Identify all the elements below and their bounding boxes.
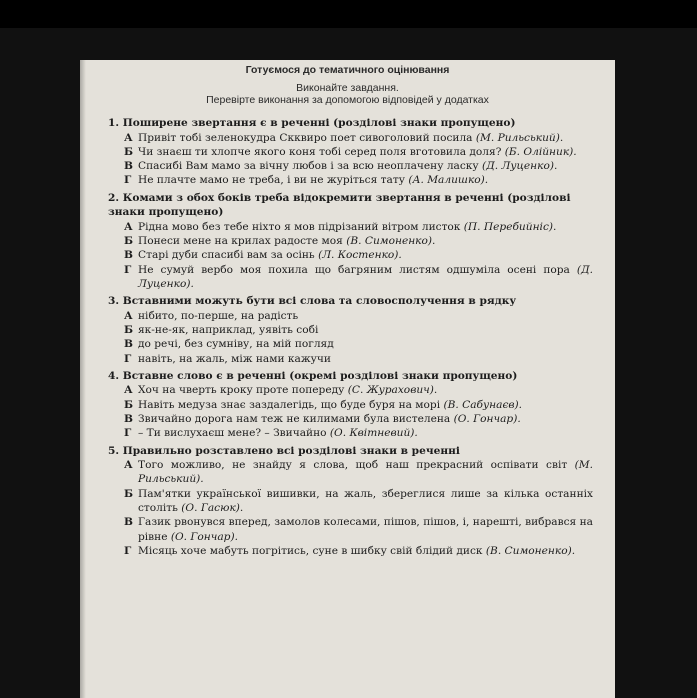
option-text: Пам'ятки української вишивки, на жаль, збереглися лише за кілька останніх століть: [138, 487, 593, 514]
option-5b[interactable]: [124, 487, 593, 516]
question-2-options: [124, 220, 593, 291]
question-4-options: [124, 383, 593, 440]
option-text: як-не-як, наприклад, уявіть собі: [138, 323, 319, 336]
option-text: Привіт тобі зеленокудра Скквиро поет сивоголовий посила: [138, 131, 476, 144]
instruction-line-2: Перевірте виконання за допомогою відповідей у додатках: [206, 94, 489, 106]
option-3d[interactable]: [124, 352, 593, 366]
option-letter: Г: [124, 174, 132, 187]
option-letter: А: [124, 459, 133, 472]
option-author: (М. Рильський).: [138, 459, 593, 486]
page-title: Готуємося до тематичного оцінювання: [245, 64, 450, 76]
option-author: (Д. Луценко).: [138, 263, 593, 290]
option-text: Газик рвонувся вперед, замолов колесами, пішов, пішов, і, нарешті, вибрався на рівне: [138, 516, 593, 543]
option-1c[interactable]: [124, 159, 593, 173]
question-1-options: [124, 131, 593, 188]
option-text: нібито, по-перше, на радість: [138, 309, 299, 322]
option-letter: Б: [124, 234, 134, 247]
page-edge-shadow: [80, 60, 86, 698]
option-4c[interactable]: [124, 412, 593, 426]
option-author: (В. Симоненко).: [346, 234, 436, 247]
option-letter: Б: [124, 145, 134, 158]
option-letter: Г: [124, 352, 132, 365]
option-letter: В: [124, 516, 133, 529]
option-text: Того можливо, не знайду я слова, щоб наш прекрасний оспівати світ: [138, 459, 575, 472]
option-text: Не сумуй вербо моя похила що багряним листям одшуміла осені пора: [138, 263, 577, 276]
option-2c[interactable]: [124, 248, 593, 262]
option-letter: А: [124, 220, 133, 233]
question-3-options: [124, 309, 593, 366]
option-author: (Б. Олійник).: [504, 145, 577, 158]
option-5d[interactable]: [124, 544, 593, 558]
option-letter: Б: [124, 398, 134, 411]
option-author: (О. Гончар).: [170, 530, 238, 543]
option-letter: А: [124, 131, 133, 144]
question-3: 3. Вставними можуть бути всі слова та словосполучення в рядку: [108, 295, 517, 308]
instruction-line-1: Виконайте завдання.: [296, 82, 399, 94]
option-author: (В. Сабунаєв).: [443, 398, 523, 411]
option-author: (В. Симоненко).: [485, 544, 576, 557]
option-text: Спасибі Вам мамо за вічну любов і за всю неоплачену ласку: [138, 160, 483, 173]
option-text: – Ти вислухаєш мене? – Звичайно: [138, 427, 330, 440]
option-author: (М. Рильський).: [475, 131, 564, 144]
option-3a[interactable]: [124, 309, 593, 323]
option-1b[interactable]: [124, 145, 593, 159]
option-text: Хоч на чверть кроку проте попереду: [138, 384, 348, 397]
option-3c[interactable]: [124, 337, 593, 351]
question-5-options: [124, 458, 593, 558]
option-4a[interactable]: [124, 383, 593, 397]
option-letter: Г: [124, 427, 132, 440]
option-letter: В: [124, 338, 133, 351]
option-3b[interactable]: [124, 323, 593, 337]
option-author: (П. Перебийніс).: [463, 220, 557, 233]
option-author: (Л. Костенко).: [318, 249, 402, 262]
option-5c[interactable]: [124, 515, 593, 544]
option-2d[interactable]: [124, 263, 593, 292]
option-text: Понеси мене на крилах радосте моя: [138, 234, 347, 247]
option-text: Місяць хоче мабуть погрітись, суне в шибку свій блідий диск: [138, 544, 486, 557]
option-author: (О. Гончар).: [453, 412, 521, 425]
option-letter: Б: [124, 487, 134, 500]
option-letter: Б: [124, 323, 134, 336]
option-author: (О. Гасюк).: [181, 501, 244, 514]
option-text: до речі, без сумніву, на мій погляд: [138, 338, 334, 351]
option-text: Не плачте мамо не треба, і ви не журіться тату: [138, 174, 409, 187]
option-text: Чи знаєш ти хлопче якого коня тобі серед поля вготовила доля?: [138, 145, 505, 158]
question-4: 4. Вставне слово є в реченні (окремі розділові знаки пропущено): [108, 369, 518, 382]
questions-list: [80, 116, 615, 558]
option-letter: В: [124, 249, 133, 262]
option-5a[interactable]: [124, 458, 593, 487]
option-4d[interactable]: [124, 426, 593, 440]
textbook-page: [80, 60, 615, 698]
option-author: (С. Журахович).: [347, 384, 438, 397]
question-2: 2. Комами з обох боків треба відокремити звертання в реченні (розділові знаки пропущено): [108, 191, 571, 219]
option-1a[interactable]: [124, 131, 593, 145]
option-author: (Д. Луценко).: [482, 160, 558, 173]
option-text: навіть, на жаль, між нами кажучи: [138, 352, 331, 365]
option-letter: В: [124, 160, 133, 173]
question-5: 5. Правильно розставлено всі розділові знаки в реченні: [108, 444, 460, 457]
option-author: (А. Малишко).: [408, 174, 489, 187]
option-author: (О. Квітневий).: [329, 427, 418, 440]
option-text: Рідна мово без тебе ніхто я мов підрізаний вітром листок: [138, 220, 464, 233]
option-text: Навіть медуза знає заздалегідь, що буде буря на морі: [138, 398, 444, 411]
option-text: Звичайно дорога нам теж не килимами була вистелена: [138, 412, 454, 425]
option-letter: Г: [124, 263, 132, 276]
question-1: 1. Поширене звертання є в реченні (розділові знаки пропущено): [108, 117, 516, 129]
option-4b[interactable]: [124, 398, 593, 412]
option-2b[interactable]: [124, 234, 593, 248]
option-text: Старі дуби спасибі вам за осінь: [138, 249, 319, 262]
option-letter: А: [124, 309, 133, 322]
option-letter: В: [124, 412, 133, 425]
option-2a[interactable]: [124, 220, 593, 234]
option-letter: А: [124, 384, 133, 397]
option-1d[interactable]: [124, 173, 593, 187]
option-letter: Г: [124, 544, 132, 557]
